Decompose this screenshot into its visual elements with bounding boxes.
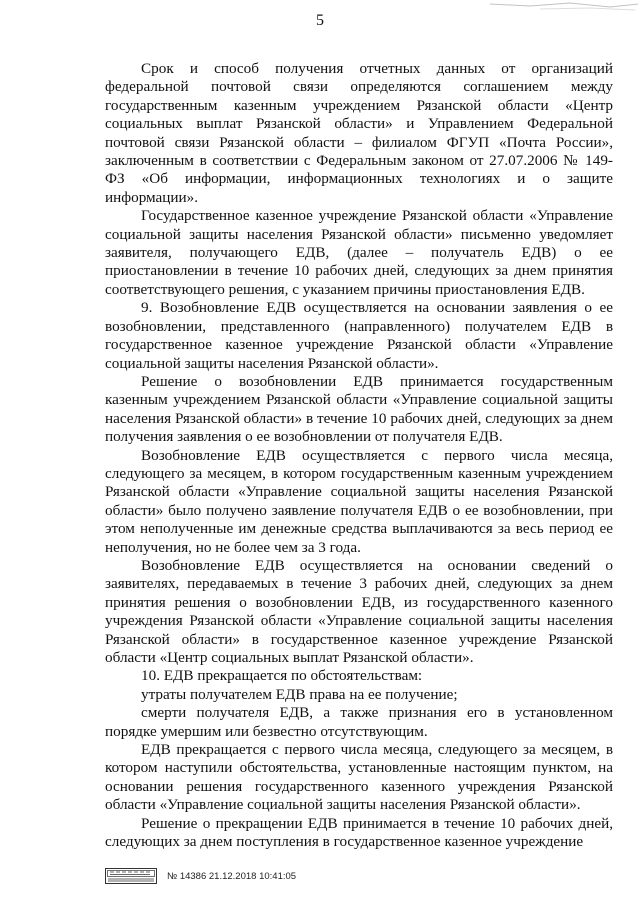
- scan-artifact: [470, 0, 640, 12]
- paragraph: 9. Возобновление ЕДВ осуществляется на основании заявления о ее возобновлении, представленного (направленного) получателем ЕДВ в государственное казенное учреждение Рязанской области «Управление социальной защиты населения Рязанской области».: [105, 299, 613, 372]
- document-footer: [105, 868, 296, 884]
- paragraph: Решение о прекращении ЕДВ принимается в течение 10 рабочих дней, следующих за днем поступления в государственное казенное учреждение: [105, 814, 613, 851]
- document-body: [105, 60, 613, 851]
- paragraph: Возобновление ЕДВ осуществляется с первого числа месяца, следующего за месяцем, в котором государственным казенным учреждением Рязанской области «Управление социальной защиты населения Рязанской области» было получено заявление получателя ЕДВ о ее возобновлении, при этом неполученные им денежные средства выплачиваются за весь период ее неполучения, но не более чем за 3 года.: [105, 446, 613, 556]
- paragraph: Срок и способ получения отчетных данных от организаций федеральной почтовой связи определяются соглашением между государственным казенным учреждением Рязанской области «Центр социальных выплат Рязанской области» и Управлением Федеральной почтовой связи Рязанской области – филиалом ФГУП «Почта России», заключенным в соответствии с Федеральным законом от 27.07.2006 № 149-ФЗ «Об информации, информационных технологиях и о защите информации».: [105, 60, 613, 206]
- paragraph: Решение о возобновлении ЕДВ принимается государственным казенным учреждением Рязанской области «Управление социальной защиты населения Рязанской области» в течение 10 рабочих дней, следующих за днем получения заявления о ее возобновлении от получателя ЕДВ.: [105, 372, 613, 446]
- paragraph: смерти получателя ЕДВ, а также признания его в установленном порядке умершим или безвестно отсутствующим.: [105, 704, 613, 740]
- registration-number: № 14386 21.12.2018 10:41:05: [167, 870, 297, 882]
- paragraph: Государственное казенное учреждение Рязанской области «Управление социальной защиты населения Рязанской области» письменно уведомляет заявителя, получающего ЕДВ, (далее – получатель ЕДВ) о ее приостановлении в течение 10 рабочих дней, следующих за днем принятия соответствующего решения, с указанием причины приостановления ЕДВ.: [105, 207, 613, 298]
- paragraph: Возобновление ЕДВ осуществляется на основании сведений о заявителях, передаваемых в течение 3 рабочих дней, следующих за днем принятия решения о возобновлении ЕДВ, из государственного казенного учреждения Рязанской области «Управление социальной защиты населения Рязанской области» в государственное казенное учреждение Рязанской области «Центр социальных выплат Рязанской области».: [105, 556, 613, 666]
- paragraph: ЕДВ прекращается с первого числа месяца, следующего за месяцем, в котором наступили обстоятельства, установленные настоящим пунктом, на основании решения государственного казенного учреждения Рязанской области «Управление социальной защиты населения Рязанской области».: [105, 741, 613, 814]
- paragraph: утраты получателем ЕДВ права на ее получение;: [141, 685, 458, 703]
- paragraph: 10. ЕДВ прекращается по обстоятельствам:: [141, 667, 423, 685]
- page-number: 5: [316, 12, 324, 29]
- registry-stamp-icon: [105, 868, 157, 884]
